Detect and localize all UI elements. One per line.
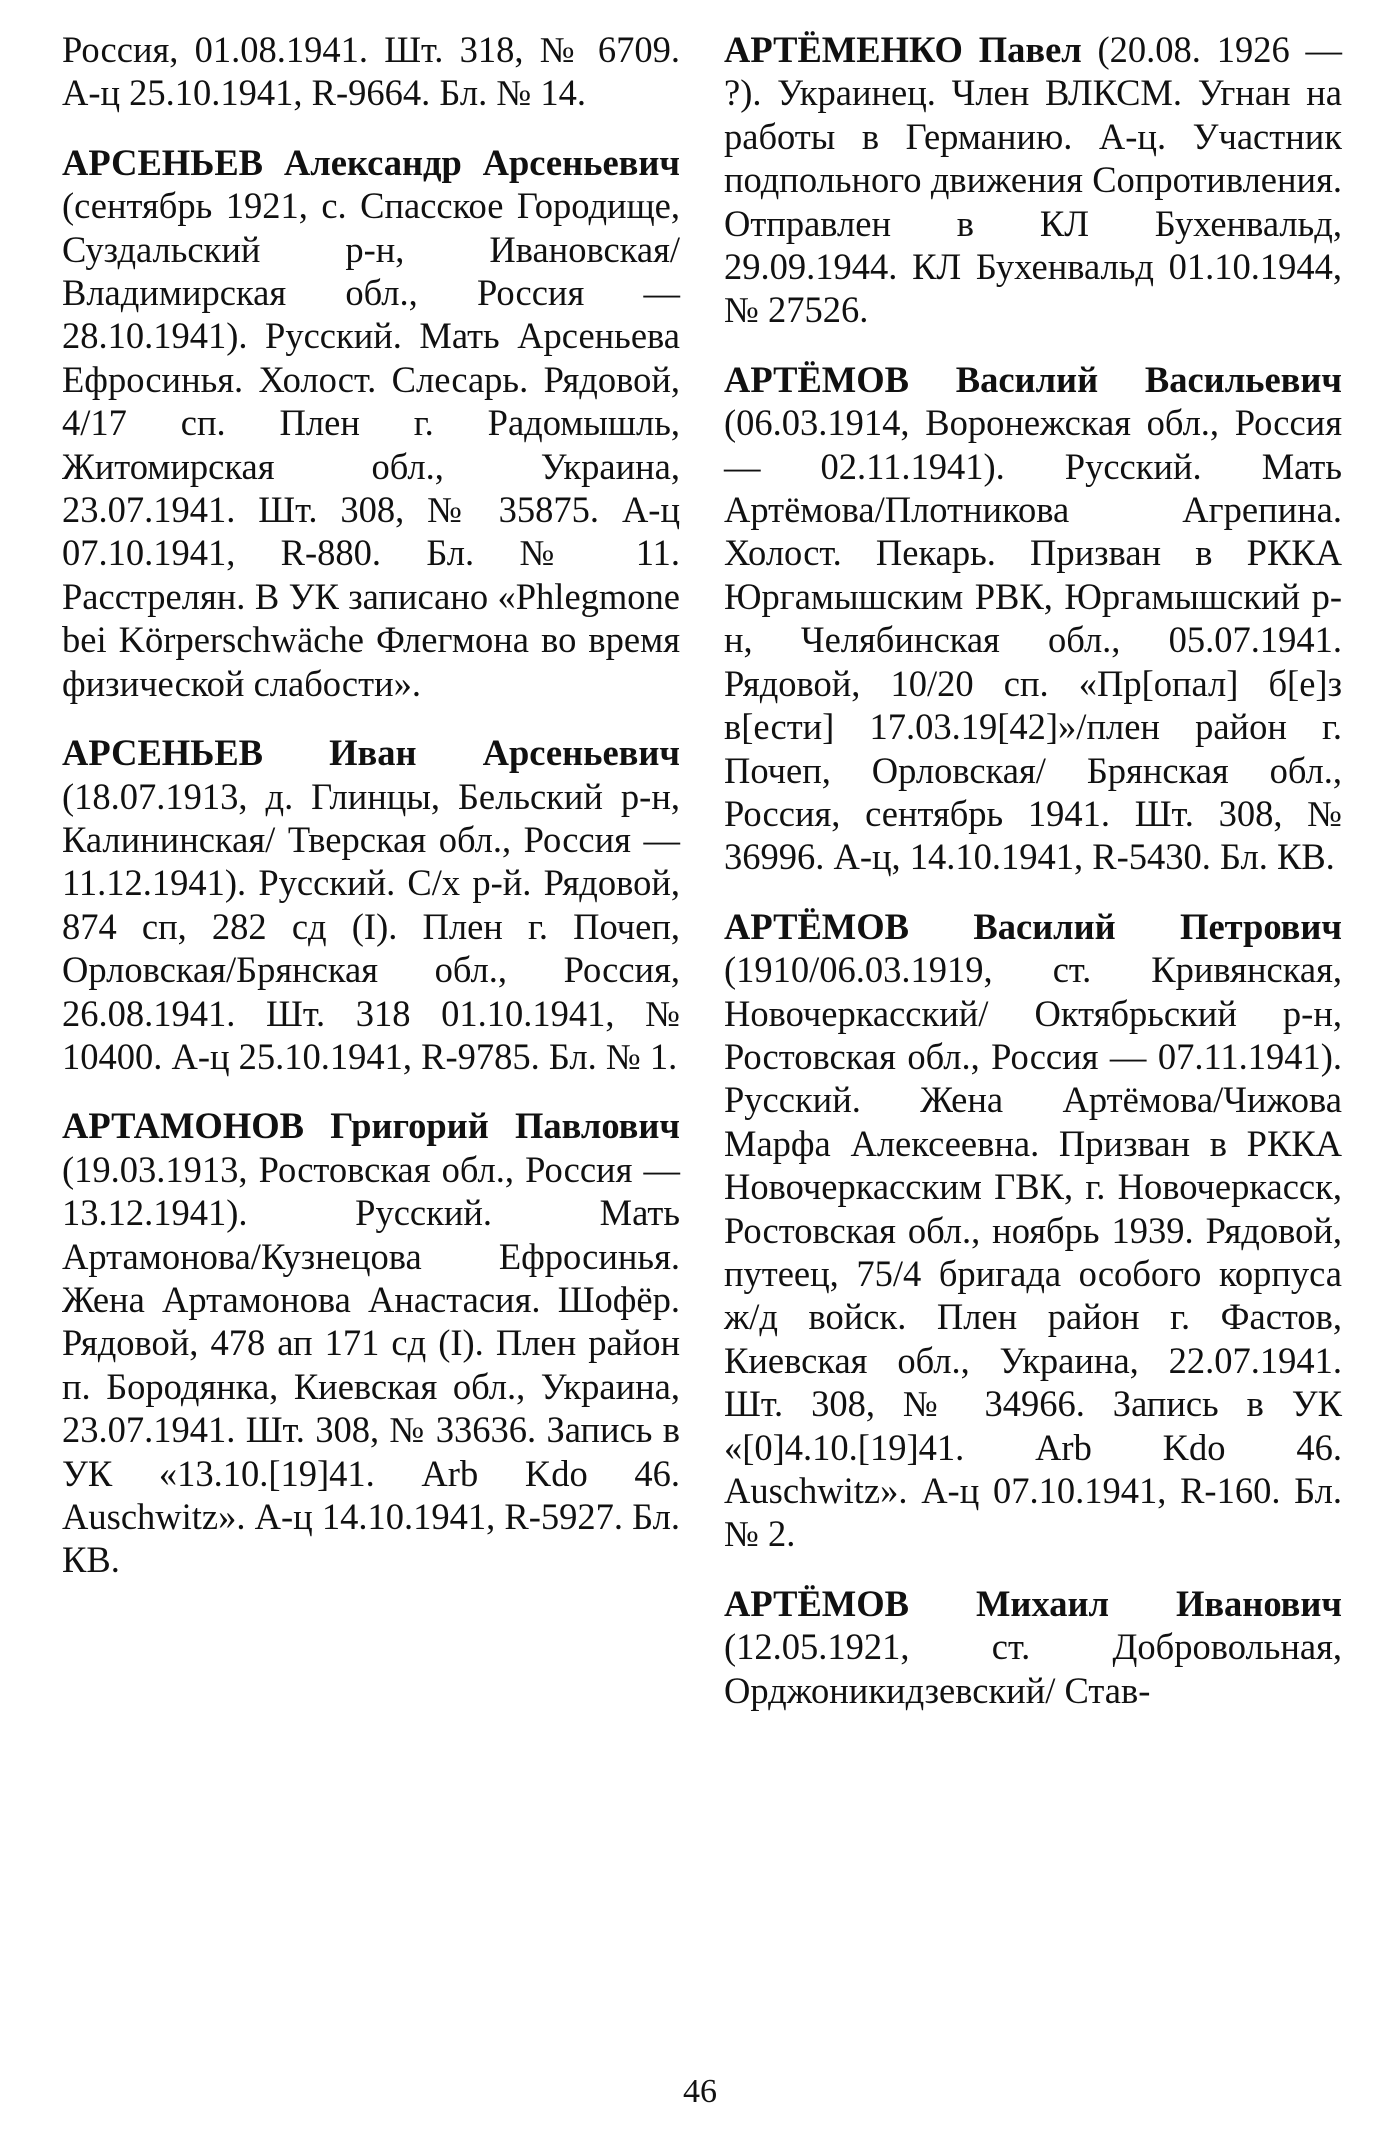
- entry-text: (19.03.1913, Ростовская обл., Россия — 13.12.1941). Русский. Мать Артамонова/Кузнецова Ефросинья. Жена Артамонова Анастасия. Шофёр. Рядовой, 478 ап 171 сд (I). Плен район п. Бородянка, Киевская обл., Украина, 23.07.1941. Шт. 308, № 33636. Запись в УК «13.10.[19]41. Arb Kdo 46. Auschwitz». А-ц 14.10.1941, R-5927. Бл. КВ.: [62, 1148, 680, 1581]
- entry-surname: АРТЁМЕНКО: [724, 29, 963, 70]
- entry-artamonov-grigory: [62, 1104, 680, 1581]
- page-number: 46: [683, 2073, 717, 2110]
- entry-given-name: Павел: [978, 29, 1082, 70]
- entry-surname: АРТЁМОВ: [724, 358, 909, 400]
- entry-text: (06.03.1914, Воронежская обл., Россия — 02.11.1941). Русский. Мать Артёмова/Плотникова Агрепина. Холост. Пекарь. Призван в РККА Юргамышским РВК, Юргамышский р-н, Челябинская обл., 05.07.1941. Рядовой, 10/20 сп. «Пр[опал] б[е]з в[ести] 17.03.19[42]»/плен район г. Почеп, Орловская/ Брянская обл., Россия, сентябрь 1941. Шт. 308, № 36996. А-ц, 14.10.1941, R-5430. Бл. КВ.: [724, 402, 1342, 878]
- entry-text: Россия, 01.08.1941. Шт. 318, № 6709. А-ц 25.10.1941, R-9664. Бл. № 14.: [62, 29, 680, 114]
- entry-given-name: Иван Арсеньевич: [329, 732, 680, 774]
- entry-given-name: Александр Арсеньевич: [283, 141, 680, 183]
- entry-surname: АРСЕНЬЕВ: [62, 141, 264, 183]
- entry-given-name: Михаил Иванович: [975, 1582, 1343, 1624]
- entry-given-name: Василий Петрович: [973, 905, 1342, 947]
- entry-arsenyev-ivan: [62, 731, 680, 1078]
- entry-continuation: [62, 28, 680, 115]
- left-column: [62, 28, 680, 1608]
- entry-artemov-vasily-vasilyevich: [724, 358, 1342, 879]
- entry-artemov-vasily-petrovich: [724, 905, 1342, 1556]
- entry-given-name: Григорий Павлович: [330, 1105, 681, 1147]
- entry-text: (18.07.1913, д. Глинцы, Бельский р-н, Калининская/ Тверская обл., Россия — 11.12.1941). Русский. С/х р-й. Рядовой, 874 сп, 282 сд (I). Плен г. Почеп, Орловская/Брянская обл., Россия, 26.08.1941. Шт. 318 01.10.1941, № 10400. А-ц 25.10.1941, R-9785. Бл. № 1.: [62, 775, 680, 1077]
- entry-text: (12.05.1921, ст. Добровольная, Орджоникидзевский/ Став-: [724, 1626, 1342, 1711]
- entry-surname: АРТАМОНОВ: [62, 1105, 304, 1147]
- right-column: [724, 28, 1342, 1738]
- entry-text: (1910/06.03.1919, ст. Кривянская, Новочеркасский/ Октябрьский р-н, Ростовская обл., Россия — 07.11.1941). Русский. Жена Артёмова/Чижова Марфа Алексеевна. Призван в РККА Новочеркасским ГВК, г. Новочеркасск, Ростовская обл., ноябрь 1939. Рядовой, путеец, 75/4 бригада особого корпуса ж/д войск. Плен район г. Фастов, Киевская обл., Украина, 22.07.1941. Шт. 308, № 34966. Запись в УК «[0]4.10.[19]41. Arb Kdo 46. Auschwitz». А-ц 07.10.1941, R-160. Бл. № 2.: [724, 949, 1342, 1555]
- entry-artemov-mikhail: [724, 1582, 1342, 1712]
- entry-surname: АРТЁМОВ: [724, 905, 909, 947]
- entry-text: (сентябрь 1921, с. Спасское Городище, Суздальский р-н, Ивановская/Владимирская обл., Россия — 28.10.1941). Русский. Мать Арсеньева Ефросинья. Холост. Слесарь. Рядовой, 4/17 сп. Плен г. Радомышль, Житомирская обл., Украина, 23.07.1941. Шт. 308, № 35875. А-ц 07.10.1941, R-880. Бл. № 11. Расстрелян. В УК записано «Phlegmone bei Körperschwäche Флегмона во время физической слабости».: [62, 185, 680, 704]
- entry-surname: АРСЕНЬЕВ: [62, 732, 264, 774]
- entry-text: (20.08. 1926 — ?). Украинец. Член ВЛКСМ. Угнан на работы в Германию. А-ц. Участник подпольного движения Сопротивления. Отправлен в КЛ Бухенвальд, 29.09.1944. КЛ Бухенвальд 01.10.1944, № 27526.: [724, 29, 1342, 331]
- entry-surname: АРТЁМОВ: [724, 1582, 909, 1624]
- entry-artemenko-pavel: [724, 28, 1342, 332]
- entry-arsenyev-alexander: [62, 141, 680, 705]
- entry-given-name: Василий Васильевич: [955, 358, 1343, 400]
